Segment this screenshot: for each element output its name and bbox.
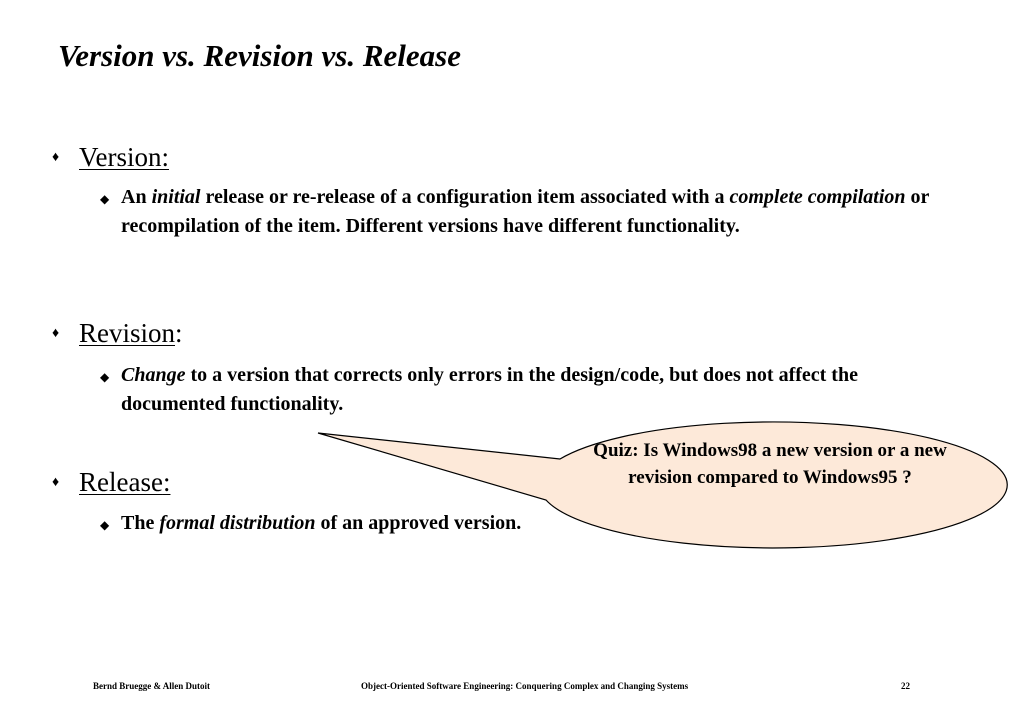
diamond-bullet-icon: ♦ bbox=[52, 326, 60, 341]
italic-run: initial bbox=[151, 186, 201, 208]
heading-revision: Revision bbox=[79, 318, 176, 348]
quiz-text: Quiz: Is Windows98 a new version or a new revision compared to Windows95 ? bbox=[593, 440, 947, 488]
text-run: or recompilation of the item. Different versions have different functionality. bbox=[121, 186, 930, 237]
footer-page-number: 22 bbox=[901, 681, 910, 691]
footer-authors: Bernd Bruegge & Allen Dutoit bbox=[93, 681, 210, 691]
text-run: to a version that corrects only errors in the design/code, but does not affect the documented functionality. bbox=[121, 364, 858, 415]
italic-run: formal distribution bbox=[159, 512, 316, 534]
footer-book-title: Object-Oriented Software Engineering: Conquering Complex and Changing Systems bbox=[361, 681, 689, 691]
diamond-bullet-icon: ♦ bbox=[52, 475, 60, 490]
heading-suffix: : bbox=[175, 318, 183, 348]
text-run: release or re-release of a configuration item associated with a bbox=[200, 186, 730, 208]
heading-suffix: : bbox=[161, 142, 170, 172]
heading-suffix: : bbox=[162, 467, 171, 497]
italic-run: complete compilation bbox=[729, 186, 906, 208]
italic-run: Change bbox=[121, 364, 186, 386]
text-run: of an approved version. bbox=[315, 512, 522, 534]
heading-release: Release bbox=[79, 467, 163, 497]
slide-title: Version vs. Revision vs. Release bbox=[58, 38, 461, 73]
text-run: An bbox=[121, 186, 152, 208]
diamond-sub-bullet-icon: ◆ bbox=[100, 192, 110, 206]
text-run: The bbox=[121, 512, 160, 534]
diamond-sub-bullet-icon: ◆ bbox=[100, 518, 110, 532]
diamond-bullet-icon: ♦ bbox=[52, 150, 60, 165]
diamond-sub-bullet-icon: ◆ bbox=[100, 370, 110, 384]
heading-version: Version bbox=[79, 142, 162, 172]
